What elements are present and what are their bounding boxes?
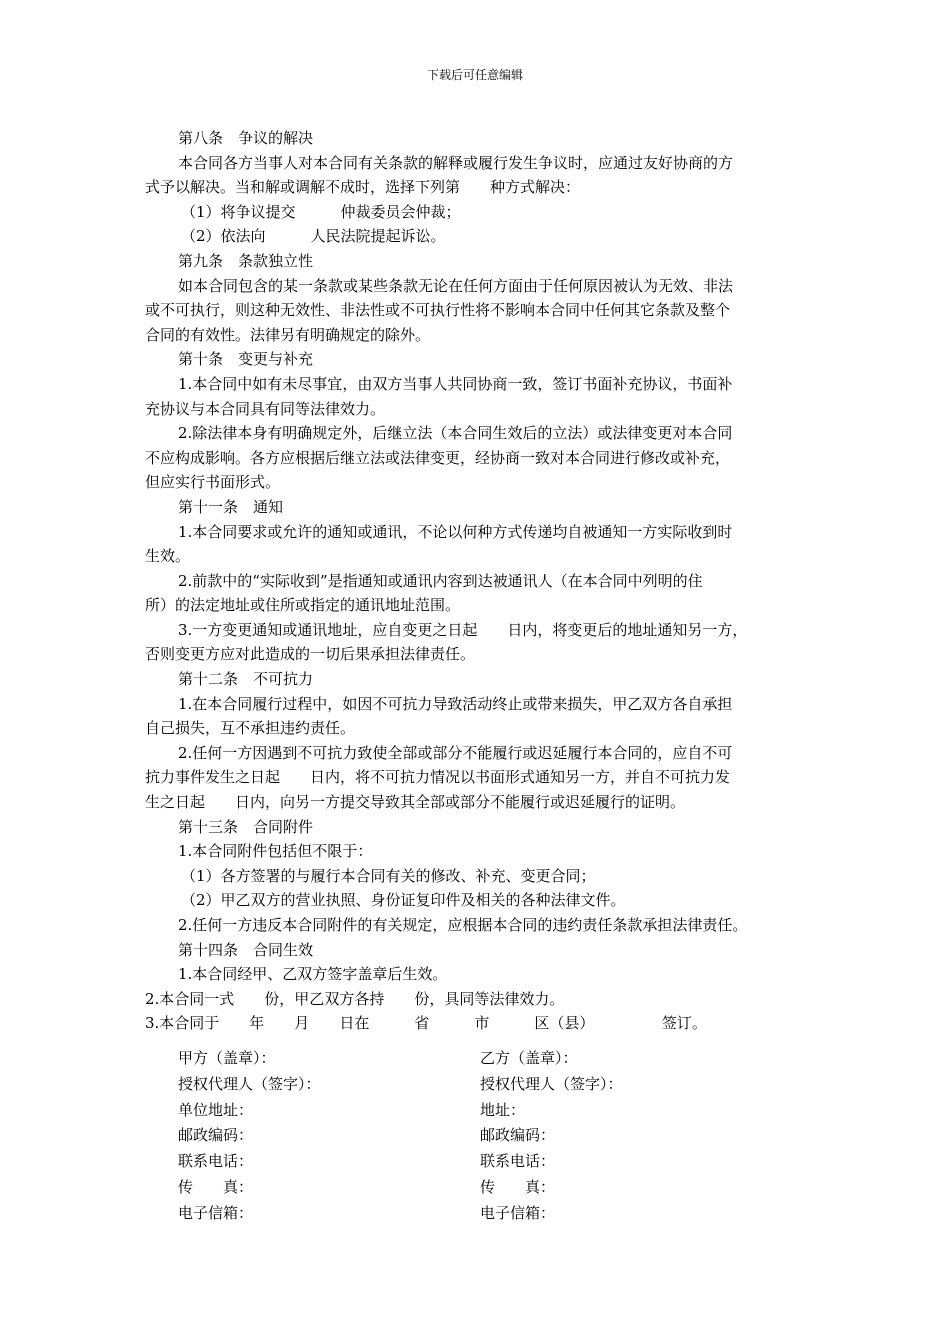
signature-row [178,1175,818,1201]
signature-row [178,1046,818,1072]
text-line: 1.在本合同履行过程中，如因不可抗力导致活动终止或带来损失，甲乙双方各自承担 [178,694,733,713]
text-line: 第八条 争议的解决 [178,129,314,147]
text-line: 2.任何一方违反本合同附件的有关规定，应根据本合同的违约责任条款承担法律责任。 [178,916,748,934]
signature-row [178,1123,818,1149]
party-a-field: 单位地址： [178,1100,254,1119]
text-line: 2.除法律本身有明确规定外，后继立法（本合同生效后的立法）或法律变更对本合同 [178,424,733,443]
contract-body [145,126,817,1036]
text-line: （2）依法向 人民法院提起诉讼。 [181,227,446,246]
text-line: 第九条 条款独立性 [178,251,314,270]
text-line: 但应实行书面形式。 [145,473,281,492]
text-line: （2）甲乙双方的营业执照、身份证复印件及相关的各种法律文件。 [181,891,626,910]
text-line: 1.本合同附件包括但不限于： [178,842,373,861]
text-line: 如本合同包含的某一条款或某些条款无论在任何方面由于任何原因被认为无效、非法 [178,276,734,295]
party-a-field: 甲方（盖章）： [178,1049,276,1067]
signature-row [178,1201,818,1227]
text-line: 充协议与本合同具有同等法律效力。 [145,399,386,418]
text-line: 所）的法定地址或住所或指定的通讯地址范围。 [145,596,461,615]
text-line: 2.前款中的“实际收到”是指通知或通讯内容到达被通讯人（在本合同中列明的住 [178,571,703,590]
text-line: （1）各方签署的与履行本合同有关的修改、补充、变更合同； [181,866,596,885]
text-line: 第十二条 不可抗力 [178,670,314,689]
signature-row [178,1149,818,1175]
page-header: 下载后可任意编辑 [426,68,523,82]
text-line: 2.本合同一式 份，甲乙双方各持 份，具同等法律效力。 [145,989,565,1008]
party-b-field: 联系电话： [480,1152,556,1171]
party-b-field: 传 真： [480,1177,556,1196]
text-line: 第十一条 通知 [178,497,284,516]
party-b-field: 乙方（盖章）： [480,1049,578,1067]
party-a-field: 授权代理人（签字）： [178,1074,321,1093]
text-line: 或不可执行，则这种无效性、非法性或不可执行性将不影响本合同中任何其它条款及整个 [145,301,731,320]
text-line: 1.本合同要求或允许的通知或通讯，不论以何种方式传递均自被通知一方实际收到时 [178,522,733,541]
party-b-field: 地址： [480,1100,526,1119]
text-line: 2.任何一方因遇到不可抗力致使全部或部分不能履行或迟延履行本合同的，应自不可 [178,743,733,762]
text-line: 第十三条 合同附件 [178,817,314,836]
party-b-field: 电子信箱： [480,1203,556,1222]
text-line: 3.一方变更通知或通讯地址，应自变更之日起 日内，将变更后的地址通知另一方， [178,620,748,639]
text-line: 式予以解决。当和解或调解不成时，选择下列第 种方式解决： [145,178,581,197]
party-a-field: 电子信箱： [178,1203,254,1222]
text-line: 抗力事件发生之日起 日内，将不可抗力情况以书面形式通知另一方，并自不可抗力发 [145,768,731,787]
party-a-field: 邮政编码： [178,1126,254,1145]
text-line: 第十条 变更与补充 [178,350,314,369]
text-line: 本合同各方当事人对本合同有关条款的解释或履行发生争议时，应通过友好协商的方 [178,153,734,172]
party-a-field: 联系电话： [178,1152,254,1171]
signature-row [178,1098,818,1124]
text-line: 第十四条 合同生效 [178,940,314,959]
text-line: 否则变更方应对此造成的一切后果承担法律责任。 [145,645,476,664]
signature-block [178,1046,818,1227]
text-line: 生效。 [145,547,191,566]
party-b-field: 授权代理人（签字）： [480,1074,623,1093]
text-line: （1）将争议提交 仲裁委员会仲裁； [181,202,461,221]
text-line: 合同的有效性。法律另有明确规定的除外。 [145,325,431,344]
text-line: 3.本合同于 年 月 日在 省 市 区（县） 签订。 [145,1014,707,1033]
party-b-field: 邮政编码： [480,1126,556,1145]
text-line: 1.本合同中如有未尽事宜，由双方当事人共同协商一致，签订书面补充协议，书面补 [178,374,733,393]
signature-row [178,1072,818,1098]
text-line: 自己损失，互不承担违约责任。 [145,719,356,738]
text-line: 不应构成影响。各方应根据后继立法或法律变更，经协商一致对本合同进行修改或补充， [145,448,731,467]
text-line: 生之日起 日内，向另一方提交导致其全部或部分不能履行或迟延履行的证明。 [145,793,686,812]
party-a-field: 传 真： [178,1177,254,1196]
text-line: 1.本合同经甲、乙双方签字盖章后生效。 [178,965,448,984]
